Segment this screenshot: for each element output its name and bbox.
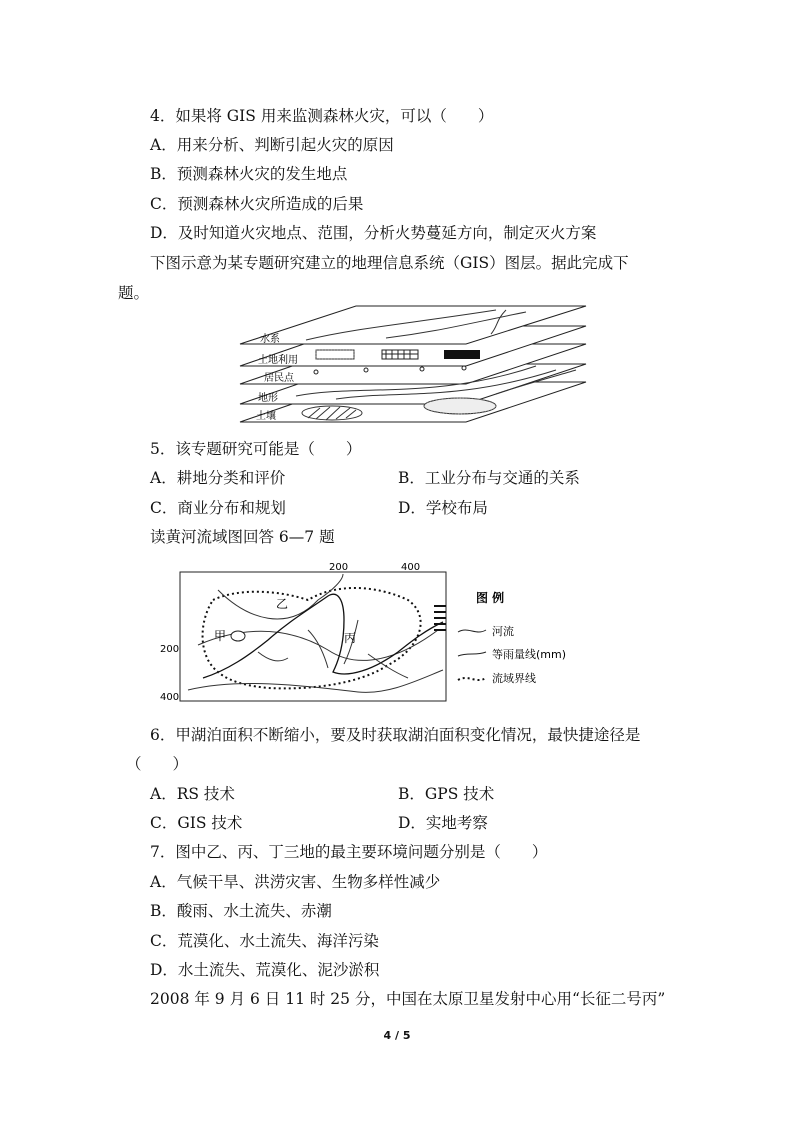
q6-stem-line2: （ ）	[126, 755, 189, 773]
label-jia: 甲	[214, 629, 227, 643]
q6-option-b: B．GPS 技术	[398, 785, 495, 803]
gis-layers-figure	[236, 304, 594, 428]
river-intro: 读黄河流域图回答 6—7 题	[150, 528, 335, 546]
gis-intro-line2: 题。	[118, 284, 150, 302]
q4-option-a: A．用来分析、判断引起火灾的原因	[150, 136, 394, 154]
gis-intro-line1: 下图示意为某专题研究建立的地理信息系统（GIS）图层。据此完成下	[150, 254, 629, 272]
q7-option-b: B．酸雨、水土流失、赤潮	[150, 902, 332, 920]
legend-river: 河流	[492, 625, 514, 638]
label-bing: 丙	[344, 631, 357, 645]
legend-isohyet: 等雨量线(mm)	[492, 648, 567, 661]
layer-label-settlement: 居民点	[264, 373, 294, 384]
q4-stem: 4．如果将 GIS 用来监测森林火灾，可以（ ）	[150, 107, 494, 125]
tick-left-200: 200	[160, 644, 180, 655]
q7-option-c: C．荒漠化、水土流失、海洋污染	[150, 932, 379, 950]
q6-stem-line1: 6．甲湖泊面积不断缩小，要及时获取湖泊面积变化情况，最快捷途径是	[150, 726, 641, 744]
q5-option-a: A．耕地分类和评价	[150, 469, 286, 487]
layer-label-water: 水系	[260, 334, 280, 345]
closing-paragraph: 2008 年 9 月 6 日 11 时 25 分，中国在太原卫星发射中心用“长征二号丙”	[150, 990, 666, 1008]
layer-label-landuse: 土地利用	[258, 355, 298, 366]
q7-stem: 7．图中乙、丙、丁三地的最主要环境问题分别是（ ）	[150, 843, 548, 861]
q5-stem: 5．该专题研究可能是（ ）	[150, 440, 362, 458]
page-number: 4 / 5	[383, 1029, 411, 1042]
tick-top-200: 200	[329, 562, 349, 573]
q4-option-b: B．预测森林火灾的发生地点	[150, 165, 348, 183]
tick-left-400: 400	[160, 692, 180, 703]
map-legend	[458, 590, 566, 685]
label-yi: 乙	[276, 597, 289, 611]
layer-label-soil: 土壤	[256, 411, 276, 422]
legend-title: 图 例	[476, 591, 505, 605]
q5-option-d: D．学校布局	[398, 499, 488, 517]
legend-boundary: 流域界线	[492, 672, 536, 685]
q4-option-d: D．及时知道火灾地点、范围，分析火势蔓延方向，制定灭火方案	[150, 224, 597, 242]
q7-option-a: A．气候干旱、洪涝灾害、生物多样性减少	[150, 873, 441, 891]
q6-option-c: C．GIS 技术	[150, 814, 243, 832]
q7-option-d: D．水土流失、荒漠化、泥沙淤积	[150, 961, 380, 979]
layer-label-terrain: 地形	[258, 393, 278, 404]
q4-option-c: C．预测森林火灾所造成的后果	[150, 195, 364, 213]
q5-option-b: B．工业分布与交通的关系	[398, 469, 580, 487]
tick-top-400: 400	[401, 562, 421, 573]
q5-option-c: C．商业分布和规划	[150, 499, 286, 517]
yellow-river-basin-map	[158, 560, 598, 706]
q6-option-d: D．实地考察	[398, 814, 488, 832]
q6-option-a: A．RS 技术	[150, 785, 235, 803]
